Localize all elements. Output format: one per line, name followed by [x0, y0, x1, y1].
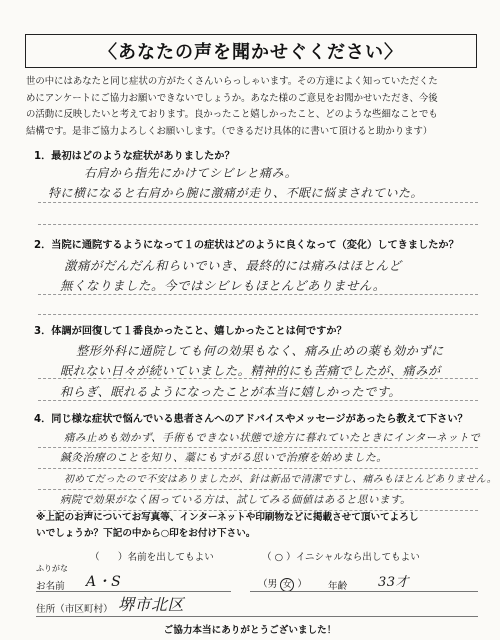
- intro-line: 世の中にはあなたと同じ症状の方がたくさんいらっしゃいます。その方達によく知っていただくた: [26, 76, 438, 87]
- answer-rule: [38, 202, 478, 203]
- selected-mark: ○: [274, 552, 284, 563]
- age-underline: [250, 591, 478, 592]
- age-value[interactable]: 33才: [378, 575, 410, 590]
- question-4: 4．同じ様な症状で悩んでいる患者さんへのアドバイスやメッセージがあったら教えて下さい？: [34, 414, 468, 425]
- consent-option-name[interactable]: （ ）名前を出してもよい: [90, 552, 214, 563]
- furigana-label: ふりがな: [36, 564, 68, 573]
- answer-rule: [38, 224, 478, 225]
- answer-3-line: 眠れない日々が続いていました。精神的にも苦痛でしたが、痛みが: [60, 364, 441, 378]
- answer-2-line: 激痛がだんだん和らいでいき、最終的には痛みはほとんど: [64, 258, 402, 273]
- address-label: 住所（市区町村）: [36, 604, 113, 615]
- answer-4-line: 痛み止めも効かず、手術もできない状態で途方に暮れていたときにインターネットで: [64, 432, 481, 444]
- answer-rule: [38, 294, 478, 295]
- answer-rule: [38, 489, 478, 490]
- name-label: お名前: [36, 581, 65, 592]
- notice-line: いでしょうか？下記の中から○印をお付け下さい。: [36, 528, 256, 539]
- answer-rule: [38, 400, 478, 401]
- answer-4-line: 初めてだったので不安はありましたが、針は新品で清潔ですし、痛みもほとんどありません。: [64, 474, 498, 485]
- age-label: 年齢: [328, 581, 348, 592]
- sex-open: （男: [258, 579, 278, 590]
- answer-rule: [38, 447, 478, 448]
- answer-rule: [38, 378, 478, 379]
- sex-female-circled: 女: [280, 578, 294, 592]
- address-underline: [36, 616, 478, 617]
- answer-2-line: 無くなりました。今ではシビレもほとんどありません。: [60, 278, 386, 293]
- consent-option-initials-label: イニシャルなら出してもよい: [295, 552, 420, 563]
- question-2: 2．当院に通院するようになって１の症状はどのように良くなって（変化）してきましたか？: [34, 240, 459, 251]
- consent-option-initials[interactable]: （ ○ ）イニシャルなら出してもよい: [262, 552, 420, 563]
- address-value[interactable]: 堺市北区: [118, 595, 185, 614]
- intro-line: 結構です。是非ご協力よろしくお願いします。（できるだけ具体的に書いて頂けると助かります）: [26, 125, 433, 137]
- notice-line: ※上記のお声についてお写真等、インターネットや印刷物などに掲載させて頂いてよろし: [36, 512, 419, 523]
- page-title: 〈あなたの声を聞かせぐください〉: [25, 34, 477, 68]
- answer-4-line: 鍼灸治療のことを知り、藁にもすがる思いで治療を始めました。: [60, 451, 388, 464]
- answer-4-line: 病院で効果がなく困っている方は、試してみる価値はあると思います。: [60, 494, 412, 506]
- intro-text: [26, 74, 482, 140]
- closing-message: ご協力本当にありがとうございました！: [163, 625, 337, 636]
- sex-field[interactable]: [258, 576, 307, 592]
- sex-close: ）: [297, 579, 307, 590]
- answer-3-line: 整形外科に通院しても何の効果もなく、痛み止めの薬も効かずに: [76, 344, 444, 358]
- intro-line: の活動に反映したいと考えております。良かったこと嬉しかったこと、どのような些細なことでも: [26, 109, 438, 121]
- answer-rule: [38, 468, 478, 469]
- question-3: 3．体調が回復して１番良かったこと、嬉しかったことは何ですか？: [34, 326, 347, 337]
- publication-notice: [36, 510, 476, 542]
- question-1: 1．最初はどのような症状がありましたか？: [34, 151, 235, 162]
- answer-3-line: 和らぎ、眠れるようになったことが本当に嬉しかったです。: [60, 385, 402, 399]
- intro-line: めにアンケートにご協力お願いできないでしょうか。あなた様のご意見をお聞かせいただき、今後: [26, 92, 438, 104]
- answer-1-line: 特に横になると右肩から腕に激痛が走り、不眠に悩まされていた。: [48, 186, 424, 200]
- answer-1-line: 右肩から指先にかけてシビレと痛み。: [84, 166, 298, 180]
- name-value[interactable]: A・S: [86, 574, 122, 590]
- consent-option-name-label: 名前を出してもよい: [127, 552, 214, 563]
- answer-rule: [38, 314, 478, 315]
